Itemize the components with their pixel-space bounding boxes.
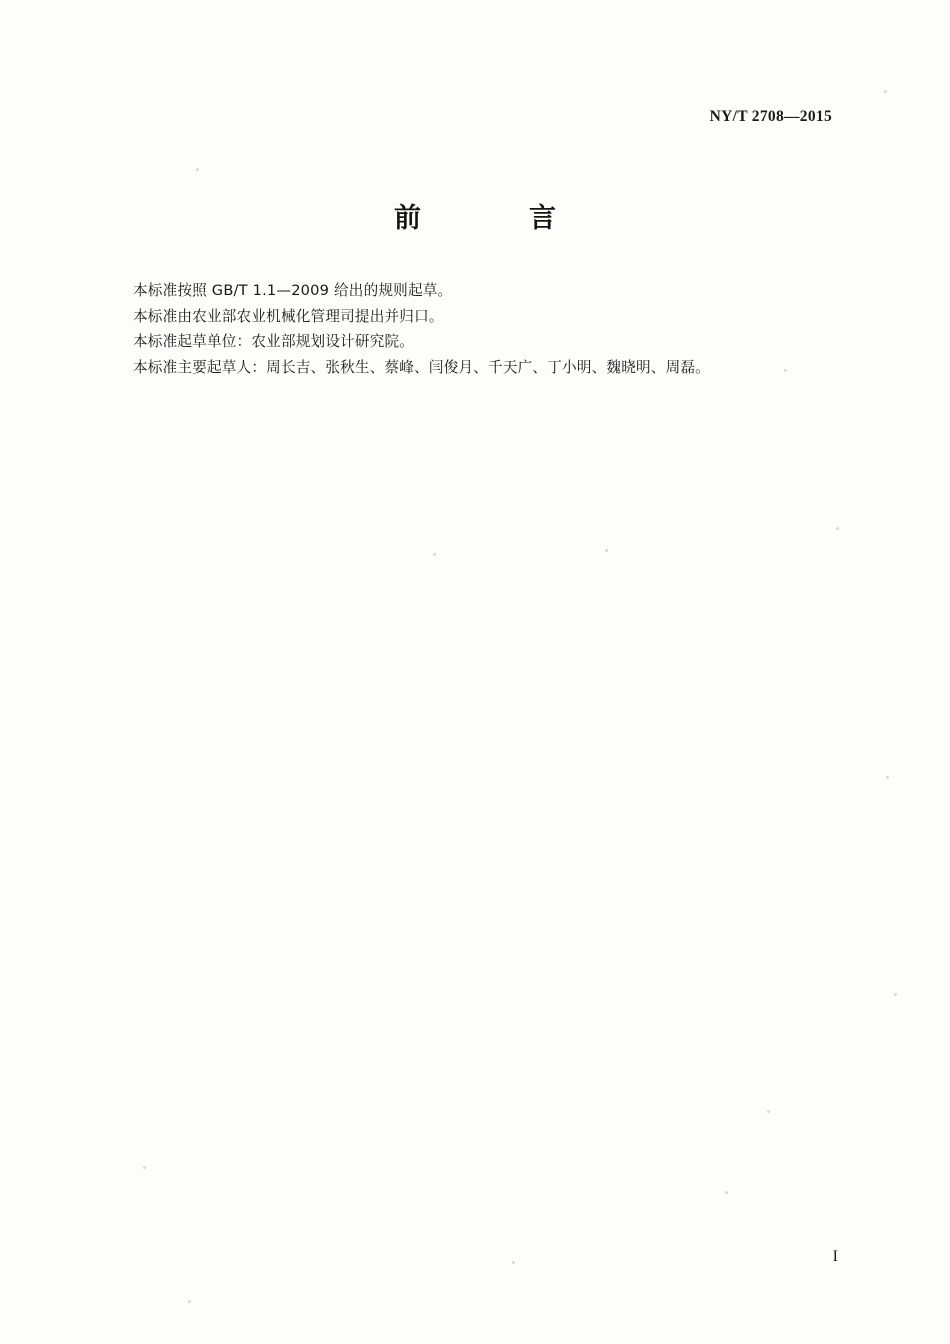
foreword-body bbox=[133, 278, 833, 380]
scan-speck bbox=[605, 549, 608, 552]
scan-speck bbox=[884, 90, 887, 93]
paragraph: 本标准起草单位：农业部规划设计研究院。 bbox=[133, 333, 415, 351]
paragraph: 本标准由农业部农业机械化管理司提出并归口。 bbox=[133, 307, 444, 325]
scan-speck bbox=[767, 1110, 770, 1113]
page-title: 前 言 bbox=[394, 203, 574, 234]
page-number: I bbox=[832, 1248, 838, 1265]
scan-speck bbox=[894, 993, 897, 996]
scan-speck bbox=[512, 1261, 515, 1264]
scan-speck bbox=[143, 1166, 146, 1169]
paragraph: 本标准按照 GB/T 1.1—2009 给出的规则起草。 bbox=[133, 282, 453, 299]
scan-speck bbox=[836, 527, 839, 530]
scan-speck bbox=[188, 1300, 191, 1303]
scan-speck bbox=[725, 1191, 728, 1194]
standard-code-header: NY/T 2708—2015 bbox=[709, 108, 832, 125]
paragraph: 本标准主要起草人：周长吉、张秋生、蔡峰、闫俊月、千天广、丁小明、魏晓明、周磊。 bbox=[133, 358, 710, 376]
scan-speck bbox=[886, 776, 889, 779]
scan-speck bbox=[433, 553, 436, 556]
scan-speck bbox=[196, 168, 199, 171]
